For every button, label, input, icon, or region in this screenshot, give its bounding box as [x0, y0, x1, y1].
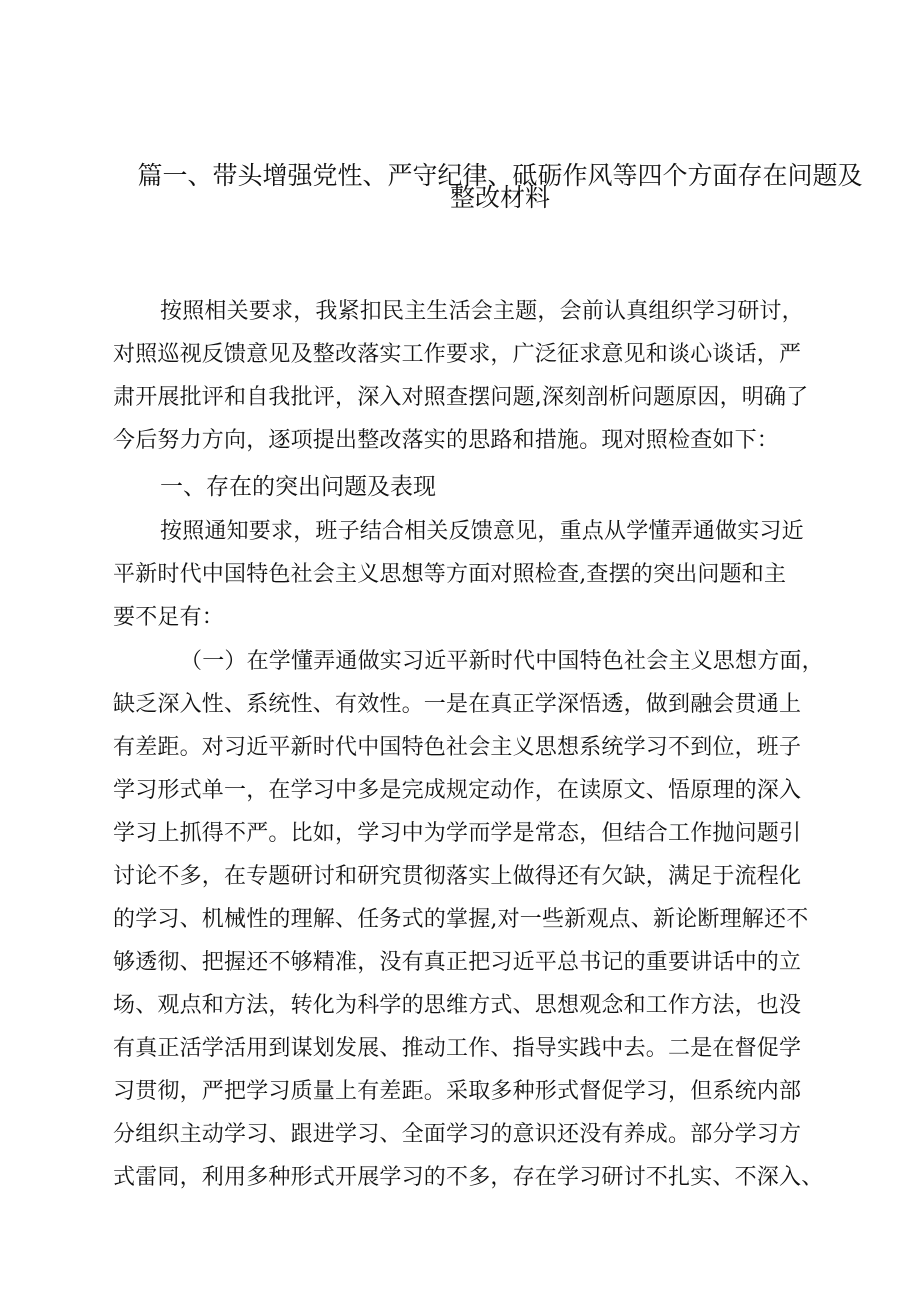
- paragraph-3-line-11: 习贯彻，严把学习质量上有差距。采取多种形式督促学习，但系统内部: [113, 1079, 802, 1104]
- paragraph-3-line-6: 讨论不多，在专题研讨和研究贯彻落实上做得还有欠缺，满足于流程化: [113, 864, 802, 889]
- document-title-line-2: 整改材料: [449, 183, 550, 212]
- paragraph-3-line-10: 有真正活学活用到谋划发展、推动工作、指导实践中去。二是在督促学: [113, 1036, 802, 1061]
- document-title-line-1: 篇一、带头增强党性、严守纪律、砥砺作风等四个方面存在问题及: [137, 161, 863, 190]
- paragraph-3-line-7: 的学习、机械性的理解、任务式的掌握,对一些新观点、新论断理解还不: [113, 907, 809, 932]
- paragraph-2-line-2: 平新时代中国特色社会主义思想等方面对照检查,查摆的突出问题和主: [113, 562, 787, 587]
- paragraph-3-line-3: 有差距。对习近平新时代中国特色社会主义思想系统学习不到位，班子: [113, 735, 802, 760]
- section-heading-1: 一、存在的突出问题及表现: [160, 474, 436, 500]
- paragraph-3-line-8: 够透彻、把握还不够精准，没有真正把习近平总书记的重要讲话中的立: [113, 950, 802, 975]
- paragraph-3-line-13: 式雷同，利用多种形式开展学习的不多，存在学习研讨不扎实、不深入、: [113, 1165, 824, 1190]
- paragraph-3-line-4: 学习形式单一，在学习中多是完成规定动作，在读原文、悟原理的深入: [113, 778, 802, 803]
- paragraph-1-line-4: 今后努力方向，逐项提出整改落实的思路和措施。现对照检查如下：: [113, 428, 780, 453]
- paragraph-3-line-1: （一）在学懂弄通做实习近平新时代中国特色社会主义思想方面，: [180, 649, 824, 674]
- paragraph-1-line-1: 按照相关要求，我紧扣民主生活会主题，会前认真组织学习研讨，: [160, 299, 804, 324]
- paragraph-3-line-9: 场、观点和方法，转化为科学的思维方式、思想观念和工作方法，也没: [113, 993, 802, 1018]
- paragraph-3-line-2: 缺乏深入性、系统性、有效性。一是在真正学深悟透，做到融会贯通上: [113, 692, 802, 717]
- paragraph-2-line-1: 按照通知要求，班子结合相关反馈意见，重点从学懂弄通做实习近: [160, 519, 804, 544]
- paragraph-1-line-2: 对照巡视反馈意见及整改落实工作要求，广泛征求意见和谈心谈话，严: [113, 342, 802, 367]
- paragraph-3-line-12: 分组织主动学习、跟进学习、全面学习的意识还没有养成。部分学习方: [113, 1122, 802, 1147]
- paragraph-1-line-3: 肃开展批评和自我批评，深入对照查摆问题,深刻剖析问题原因，明确了: [113, 385, 809, 410]
- paragraph-2-line-3: 要不足有：: [113, 605, 225, 630]
- paragraph-3-line-5: 学习上抓得不严。比如，学习中为学而学是常态，但结合工作抛问题引: [113, 821, 802, 846]
